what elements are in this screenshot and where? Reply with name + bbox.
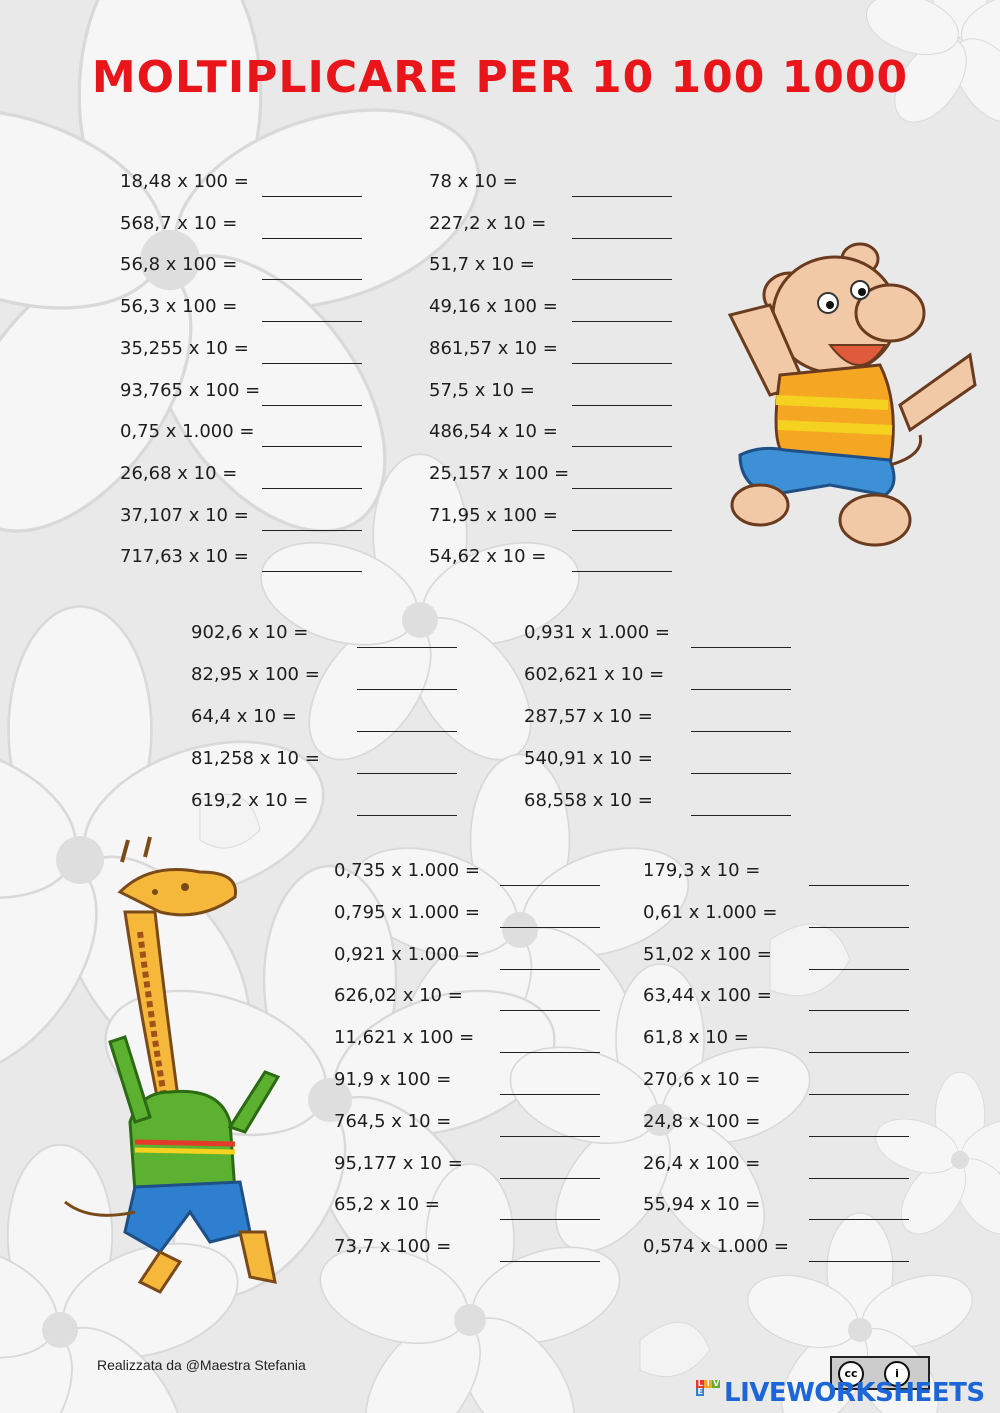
multiplication-expression: 25,157 x 100 = [429,462,570,484]
multiplication-expression: 73,7 x 100 = [334,1236,452,1258]
answer-input[interactable] [357,707,457,732]
answer-input[interactable] [500,1237,600,1262]
multiplication-expression: 54,62 x 10 = [429,546,547,568]
answer-input[interactable] [691,707,791,732]
multiplication-expression: 0,574 x 1.000 = [643,1236,789,1258]
multiplication-expression: 18,48 x 100 = [120,171,249,192]
multiplication-expression: 717,63 x 10 = [120,546,249,568]
multiplication-expression: 71,95 x 100 = [429,504,558,526]
multiplication-expression: 0,795 x 1.000 = [334,901,480,923]
answer-input[interactable] [691,791,791,816]
multiplication-expression: 0,921 x 1.000 = [334,943,480,965]
answer-input[interactable] [262,172,362,197]
multiplication-expression: 0,61 x 1.000 = [643,901,778,923]
multiplication-expression: 57,5 x 10 = [429,379,535,401]
answer-input[interactable] [572,506,672,531]
answer-input[interactable] [691,623,791,648]
multiplication-expression: 861,57 x 10 = [429,337,558,359]
answer-input[interactable] [262,506,362,531]
multiplication-expression: 95,177 x 10 = [334,1152,463,1174]
answer-input[interactable] [500,861,600,886]
answer-input[interactable] [500,903,600,928]
answer-input[interactable] [572,172,672,197]
answer-input[interactable] [262,381,362,406]
multiplication-expression: 35,255 x 10 = [120,337,249,359]
liveworksheets-logo[interactable] [696,1378,985,1408]
answer-input[interactable] [262,339,362,364]
answer-input[interactable] [572,381,672,406]
answer-input[interactable] [809,861,909,886]
multiplication-expression: 56,8 x 100 = [120,254,238,276]
multiplication-expression: 68,558 x 10 = [524,790,653,811]
multiplication-expression: 287,57 x 10 = [524,706,653,727]
answer-input[interactable] [357,749,457,774]
answer-input[interactable] [500,1070,600,1095]
answer-input[interactable] [809,903,909,928]
answer-input[interactable] [691,665,791,690]
multiplication-expression: 270,6 x 10 = [643,1069,761,1090]
answer-input[interactable] [809,1154,909,1179]
answer-input[interactable] [572,547,672,572]
multiplication-expression: 179,3 x 10 = [643,860,761,881]
multiplication-expression: 227,2 x 10 = [429,212,547,234]
multiplication-expression: 26,4 x 100 = [643,1152,761,1174]
answer-input[interactable] [572,422,672,447]
answer-input[interactable] [572,339,672,364]
multiplication-expression: 540,91 x 10 = [524,748,653,769]
answer-input[interactable] [500,1112,600,1137]
answer-input[interactable] [572,255,672,280]
multiplication-expression: 602,621 x 10 = [524,664,665,685]
multiplication-expression: 0,75 x 1.000 = [120,421,255,443]
multiplication-expression: 0,735 x 1.000 = [334,860,480,881]
multiplication-expression: 61,8 x 10 = [643,1027,749,1049]
answer-input[interactable] [809,1112,909,1137]
multiplication-expression: 902,6 x 10 = [191,622,309,643]
answer-input[interactable] [357,623,457,648]
answer-input[interactable] [357,665,457,690]
author-credit: Realizzata da @Maestra Stefania [97,1357,306,1373]
multiplication-expression: 764,5 x 10 = [334,1110,452,1132]
multiplication-expression: 91,9 x 100 = [334,1069,452,1090]
attribution-icon: i [884,1361,910,1387]
multiplication-expression: 51,7 x 10 = [429,254,535,276]
multiplication-expression: 486,54 x 10 = [429,421,558,443]
answer-input[interactable] [691,749,791,774]
multiplication-expression: 626,02 x 10 = [334,985,463,1007]
answer-input[interactable] [500,1195,600,1220]
answer-input[interactable] [809,1237,909,1262]
answer-input[interactable] [262,464,362,489]
answer-input[interactable] [572,214,672,239]
multiplication-expression: 11,621 x 100 = [334,1027,475,1049]
giraffe-illustration [50,832,300,1302]
multiplication-expression: 78 x 10 = [429,171,518,192]
brand-name: LIVEWORKSHEETS [724,1378,985,1408]
multiplication-expression: 65,2 x 10 = [334,1194,440,1216]
multiplication-expression: 81,258 x 10 = [191,748,320,769]
multiplication-expression: 619,2 x 10 = [191,790,309,811]
answer-input[interactable] [809,1195,909,1220]
answer-input[interactable] [500,986,600,1011]
multiplication-expression: 49,16 x 100 = [429,296,558,318]
multiplication-expression: 26,68 x 10 = [120,462,238,484]
answer-input[interactable] [572,464,672,489]
multiplication-expression: 64,4 x 10 = [191,706,297,727]
answer-input[interactable] [500,945,600,970]
multiplication-expression: 82,95 x 100 = [191,664,320,685]
answer-input[interactable] [809,1070,909,1095]
answer-input[interactable] [262,214,362,239]
answer-input[interactable] [262,297,362,322]
brand-tile-icon: L I V E [697,1379,719,1396]
multiplication-expression: 55,94 x 10 = [643,1194,761,1216]
answer-input[interactable] [809,945,909,970]
multiplication-expression: 0,931 x 1.000 = [524,622,670,643]
multiplication-expression: 93,765 x 100 = [120,379,261,401]
multiplication-expression: 568,7 x 10 = [120,212,238,234]
answer-input[interactable] [809,986,909,1011]
hippo-illustration [710,235,980,555]
answer-input[interactable] [809,1028,909,1053]
multiplication-expression: 24,8 x 100 = [643,1110,761,1132]
answer-input[interactable] [262,547,362,572]
multiplication-expression: 37,107 x 10 = [120,504,249,526]
multiplication-expression: 56,3 x 100 = [120,296,238,318]
answer-input[interactable] [262,255,362,280]
answer-input[interactable] [572,297,672,322]
multiplication-expression: 63,44 x 100 = [643,985,772,1007]
answer-input[interactable] [500,1028,600,1053]
multiplication-expression: 51,02 x 100 = [643,943,772,965]
answer-input[interactable] [357,791,457,816]
page-title: MOLTIPLICARE PER 10 100 1000 [91,52,909,103]
answer-input[interactable] [262,422,362,447]
cc-icon: cc [838,1361,864,1387]
answer-input[interactable] [500,1154,600,1179]
